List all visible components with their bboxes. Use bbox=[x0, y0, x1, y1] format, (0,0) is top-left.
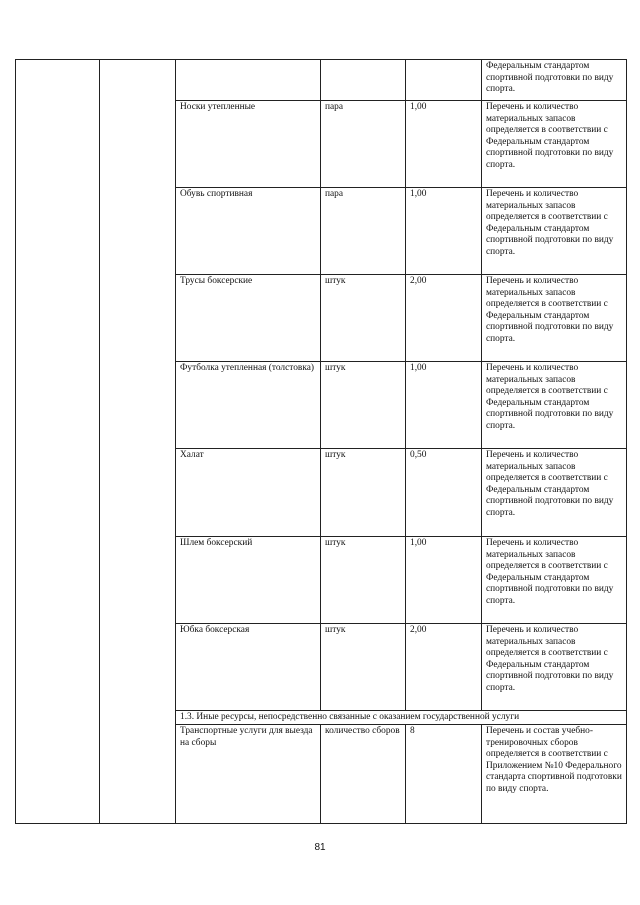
item-unit: штук bbox=[321, 624, 406, 711]
item-note: Федеральным стандартом спортивной подготовки по виду спорта. bbox=[482, 60, 627, 101]
item-note: Перечень и количество материальных запасов определяется в соответствии с Федеральным стандартом спортивной подготовки по виду спорта. bbox=[482, 362, 627, 449]
item-quantity: 0,50 bbox=[406, 449, 482, 537]
table-row bbox=[16, 60, 627, 101]
item-quantity: 2,00 bbox=[406, 624, 482, 711]
item-note: Перечень и количество материальных запасов определяется в соответствии с Федеральным стандартом спортивной подготовки по виду спорта. bbox=[482, 188, 627, 275]
item-unit: количество сборов bbox=[321, 725, 406, 824]
item-unit: штук bbox=[321, 362, 406, 449]
item-note: Перечень и состав учебно-тренировочных сборов определяется в соответствии с Приложением №10 Федерального стандарта спортивной подготовки по виду спорта. bbox=[482, 725, 627, 824]
resources-table bbox=[15, 59, 627, 824]
item-unit: штук bbox=[321, 449, 406, 537]
item-unit: штук bbox=[321, 275, 406, 362]
item-quantity: 1,00 bbox=[406, 101, 482, 188]
section-heading: 1.3. Иные ресурсы, непосредственно связанные с оказанием государственной услуги bbox=[176, 711, 627, 725]
item-note: Перечень и количество материальных запасов определяется в соответствии с Федеральным стандартом спортивной подготовки по виду спорта. bbox=[482, 624, 627, 711]
item-name: Носки утепленные bbox=[176, 101, 321, 188]
item-name: Обувь спортивная bbox=[176, 188, 321, 275]
item-note: Перечень и количество материальных запасов определяется в соответствии с Федеральным стандартом спортивной подготовки по виду спорта. bbox=[482, 537, 627, 624]
item-name: Футболка утепленная (толстовка) bbox=[176, 362, 321, 449]
page-number: 81 bbox=[314, 842, 326, 853]
item-quantity: 1,00 bbox=[406, 362, 482, 449]
item-name: Трусы боксерские bbox=[176, 275, 321, 362]
item-unit: пара bbox=[321, 101, 406, 188]
item-name: Юбка боксерская bbox=[176, 624, 321, 711]
item-note: Перечень и количество материальных запасов определяется в соответствии с Федеральным стандартом спортивной подготовки по виду спорта. bbox=[482, 449, 627, 537]
item-unit: штук bbox=[321, 537, 406, 624]
item-name: Халат bbox=[176, 449, 321, 537]
item-note: Перечень и количество материальных запасов определяется в соответствии с Федеральным стандартом спортивной подготовки по виду спорта. bbox=[482, 101, 627, 188]
item-quantity: 2,00 bbox=[406, 275, 482, 362]
item-name: Шлем боксерский bbox=[176, 537, 321, 624]
group-cell bbox=[16, 60, 100, 824]
item-quantity: 1,00 bbox=[406, 188, 482, 275]
item-name bbox=[176, 60, 321, 101]
item-quantity: 1,00 bbox=[406, 537, 482, 624]
item-name: Транспортные услуги для выезда на сборы bbox=[176, 725, 321, 824]
subgroup-cell bbox=[100, 60, 176, 824]
item-unit: пара bbox=[321, 188, 406, 275]
item-unit bbox=[321, 60, 406, 101]
item-quantity: 8 bbox=[406, 725, 482, 824]
item-quantity bbox=[406, 60, 482, 101]
item-note: Перечень и количество материальных запасов определяется в соответствии с Федеральным стандартом спортивной подготовки по виду спорта. bbox=[482, 275, 627, 362]
